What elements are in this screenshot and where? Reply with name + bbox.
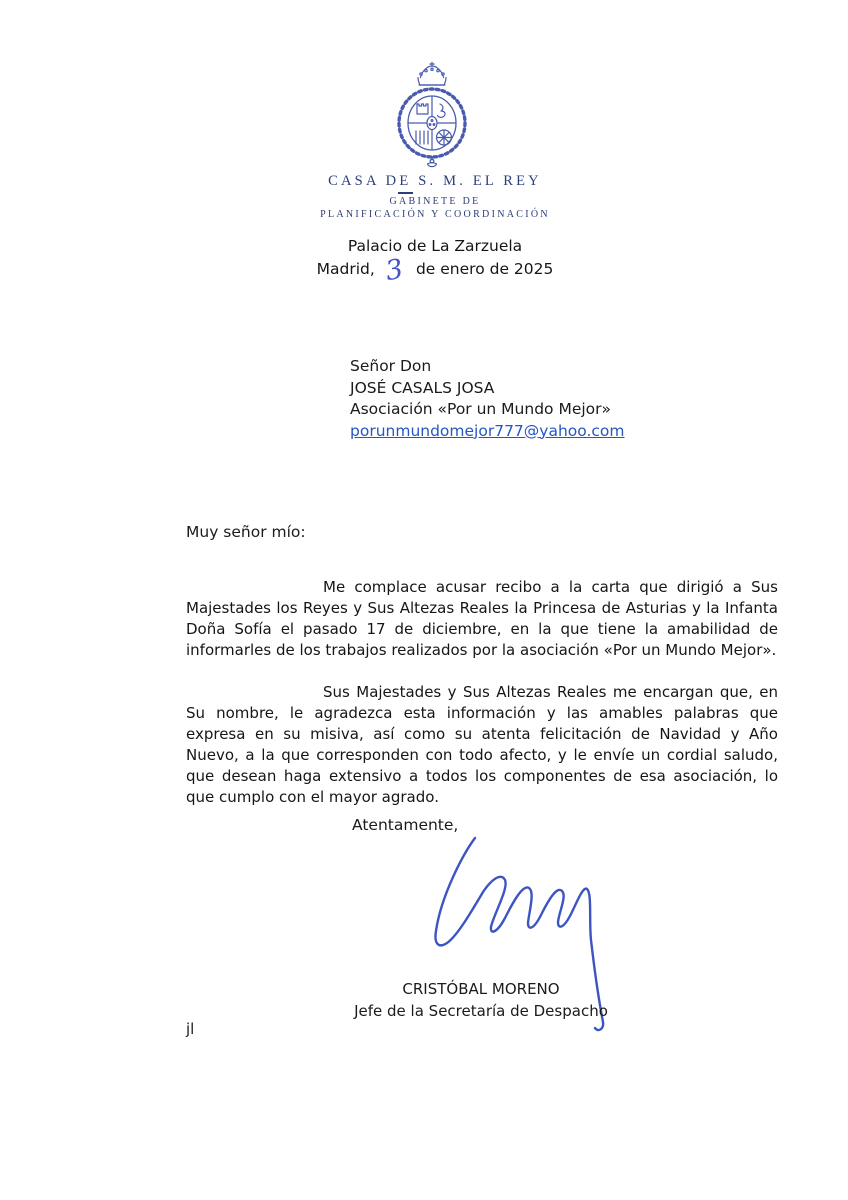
signer-name: CRISTÓBAL MORENO [402, 980, 560, 998]
recipient-block [350, 356, 625, 442]
letter-closing: Atentamente, [352, 816, 459, 834]
signer-title: Jefe de la Secretaría de Despacho [354, 1001, 608, 1020]
signer-block [310, 979, 652, 1022]
recipient-organization: Asociación «Por un Mundo Mejor» [350, 400, 612, 418]
letterhead [26, 173, 844, 220]
date-city: Madrid, [316, 260, 375, 278]
place-line: Palacio de La Zarzuela [347, 237, 523, 255]
handwritten-day: 3 [383, 253, 406, 288]
recipient-name: JOSÉ CASALS JOSA [350, 378, 495, 397]
recipient-salutation: Señor Don [350, 357, 432, 375]
letterhead-divider [398, 192, 413, 194]
letter-paragraph-2: Sus Majestades y Sus Altezas Reales me encargan que, en Su nombre, le agradezca esta información y las amables palabras que expresa en su misiva, así como su atenta felicitación de Navidad y Año Nuevo, a la que corresponden con todo afecto, y le envíe un cordial saludo, que desean haga extensivo a todos los componentes de esa asociación, lo que cumplo con el mayor agrado. [186, 683, 778, 806]
dateline [26, 237, 844, 288]
dept-line-1: GABINETE DE [389, 195, 481, 207]
recipient-email-link[interactable]: porunmundomejor777@yahoo.com [350, 421, 625, 440]
org-name: CASA DE S. M. EL REY [328, 173, 542, 189]
reference-initials: jl [186, 1020, 195, 1038]
date-rest: de enero de 2025 [415, 260, 554, 278]
date-line [26, 253, 844, 288]
dept-line-2: PLANIFICACIÓN Y COORDINACIÓN [320, 208, 550, 220]
letter-salutation: Muy señor mío: [186, 523, 306, 541]
royal-crest-icon [394, 60, 470, 168]
letter-paragraph-1: Me complace acusar recibo a la carta que dirigió a Sus Majestades los Reyes y Sus Altezas Reales la Princesa de Asturias y la Infanta Doña Sofía el pasado 17 de diciembre, en la que tiene la amabilidad de informarles de los trabajos realizados por la asociación «Por un Mundo Mejor». [186, 578, 778, 659]
